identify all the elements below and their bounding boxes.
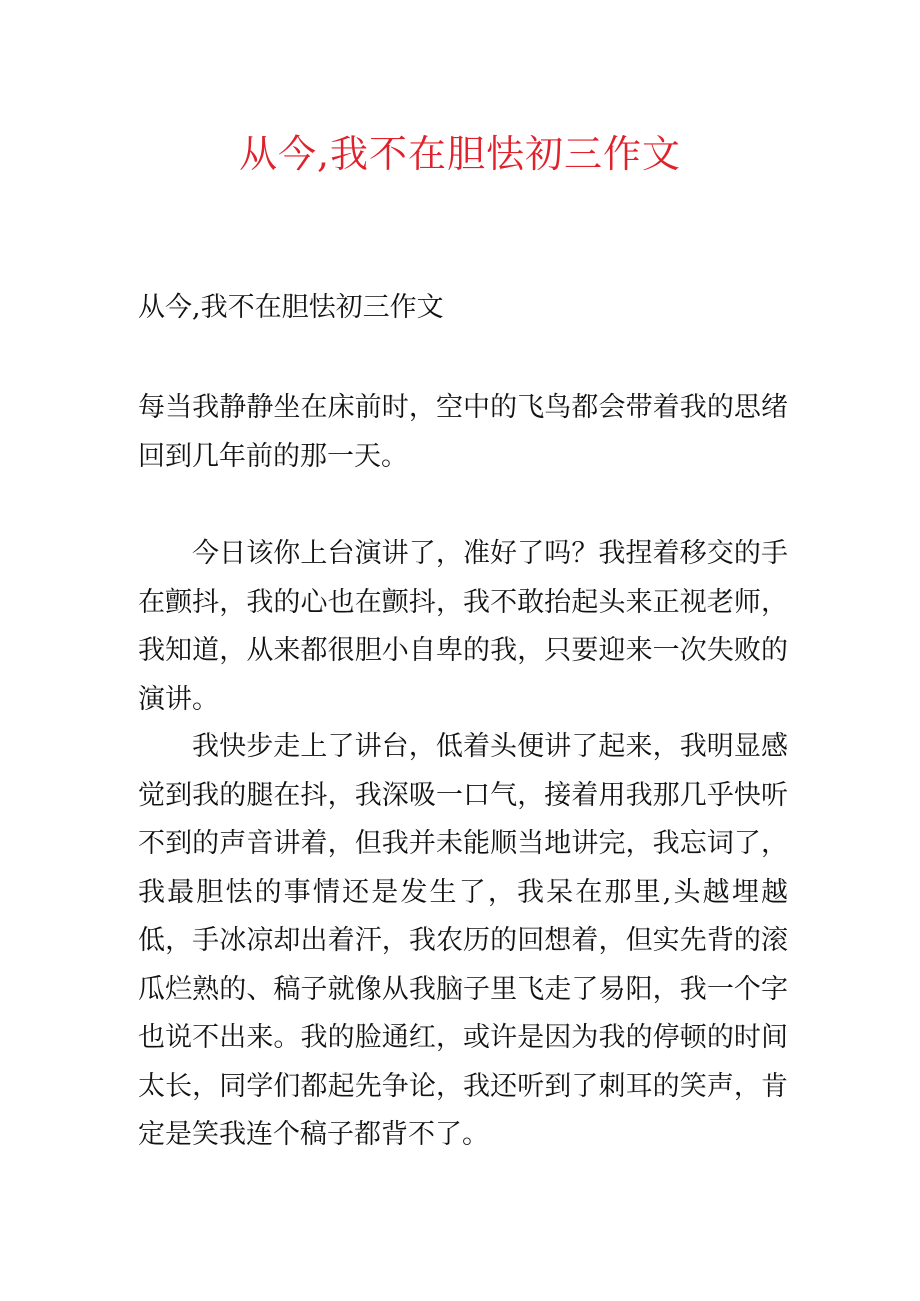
document-title: 从今,我不在胆怯初三作文 — [238, 132, 682, 176]
paragraph-speech-ready: 今日该你上台演讲了，准好了吗？我捏着移交的手在颤抖，我的心也在颤抖，我不敢抬起头来正视老师，我知道，从来都很胆小自卑的我，只要迎来一次失败的演讲。 — [138, 538, 788, 715]
paragraph-intro: 每当我静静坐在床前时，空中的飞鸟都会带着我的思绪回到几年前的那一天。 — [138, 392, 788, 472]
paragraph-speech-failure: 我快步走上了讲台，低着头便讲了起来，我明显感觉到我的腿在抖，我深吸一口气，接着用我那几乎快听不到的声音讲着，但我并未能顺当地讲完，我忘词了，我最胆怯的事情还是发生了，我呆在那里,头越埋越低，手冰凉却出着汗，我农历的回想着，但实先背的滚瓜烂熟的、稿子就像从我脑子里飞走了易阳，我一个字也说不出来。我的脸通红，或许是因为我的停顿的时间太长，同学们都起先争论，我还听到了刺耳的笑声，肯定是笑我连个稿子都背不了。 — [138, 731, 788, 1150]
document-subtitle: 从今,我不在胆怯初三作文 — [138, 292, 444, 323]
